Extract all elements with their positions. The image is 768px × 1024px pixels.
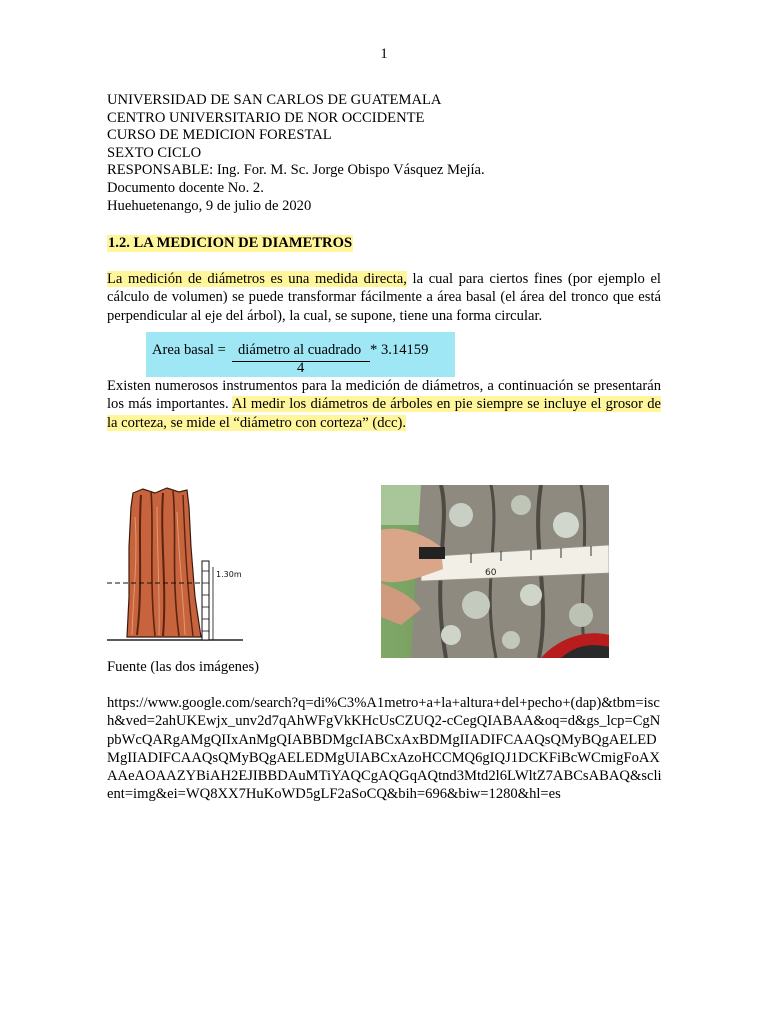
paragraph-instruments xyxy=(107,377,661,432)
formula-numerator: diámetro al cuadrado xyxy=(238,342,362,358)
section-title: 1.2. LA MEDICION DE DIAMETROS xyxy=(108,235,353,251)
paragraph-text: la cual para ciertos fines (por ejemplo el cálculo de volumen) se puede transformar fácilmente a área basal (el área del tronco que está perpendicular al eje del árbol), la cual, se supone, tiene una forma circular. xyxy=(107,271,661,324)
header-university: UNIVERSIDAD DE SAN CARLOS DE GUATEMALA xyxy=(107,92,442,108)
tree-trunk-illustration xyxy=(105,487,245,647)
page-number: 1 xyxy=(380,46,388,62)
basal-area-formula xyxy=(146,332,455,377)
header-center: CENTRO UNIVERSITARIO DE NOR OCCIDENTE xyxy=(107,109,425,126)
header-course: CURSO DE MEDICION FORESTAL xyxy=(107,127,332,144)
highlighted-text: Al medir los diámetros de árboles en pie siempre se incluye el grosor de la corteza, se mide el “diámetro con corteza” (dcc). xyxy=(107,396,661,431)
header-document-number: Documento docente No. 2. xyxy=(107,179,264,196)
formula-lhs: Area basal = xyxy=(152,342,226,358)
source-url-link[interactable]: https://www.google.com/search?q=di%C3%A1metro+a+la+altura+del+pecho+(dap)&tbm=isch&ved=2ahUKEwjx_unv2d7qAhWFgVkKHcUsCZUQ2-cCegQIABAA&oq=d&gs_lcp=CgNpbWcQARgAMgQIIxAnMgQIABBDMgcIABCxAxBDMgIIADIFCAAQsQMyBQgAELEDMgIIADIFCAAQsQMyBQgAELEDMgUIABCxAzoHCCMQ6gIQJ1DCKFiBcWCmigFoAXAAeAOAAZYBiAH2EJIBBDAuMTiYAQCgAQGqAQtnd3Mtd2l6LWltZ7ABCsABAQ&sclient=img&ei=WQ8XX7HuKoWD5gLF2aSoCQ&bih=696&biw=1280&hl=es xyxy=(107,695,662,803)
header-place-date: Huehuetenango, 9 de julio de 2020 xyxy=(107,197,312,214)
header-cycle: SEXTO CICLO xyxy=(107,144,202,161)
header-responsible: RESPONSABLE: Ing. For. M. Sc. Jorge Obispo Vásquez Mejía. xyxy=(107,162,485,179)
paragraph-measurement xyxy=(107,270,661,325)
height-label: 1.30m xyxy=(216,570,242,579)
tape-reading: 60 xyxy=(485,568,497,578)
highlighted-text: La medición de diámetros es una medida directa, xyxy=(107,271,407,287)
paragraph-text: Existen numerosos instrumentos para la medición de diámetros, a continuación se presentarán los más importantes. xyxy=(107,378,661,413)
formula-denominator: 4 xyxy=(297,360,305,376)
document-header xyxy=(107,92,485,215)
formula-pi-factor: * 3.14159 xyxy=(370,342,429,358)
source-label: Fuente (las dos imágenes) xyxy=(107,659,259,675)
bark-diameter-tape-photo xyxy=(381,485,609,658)
